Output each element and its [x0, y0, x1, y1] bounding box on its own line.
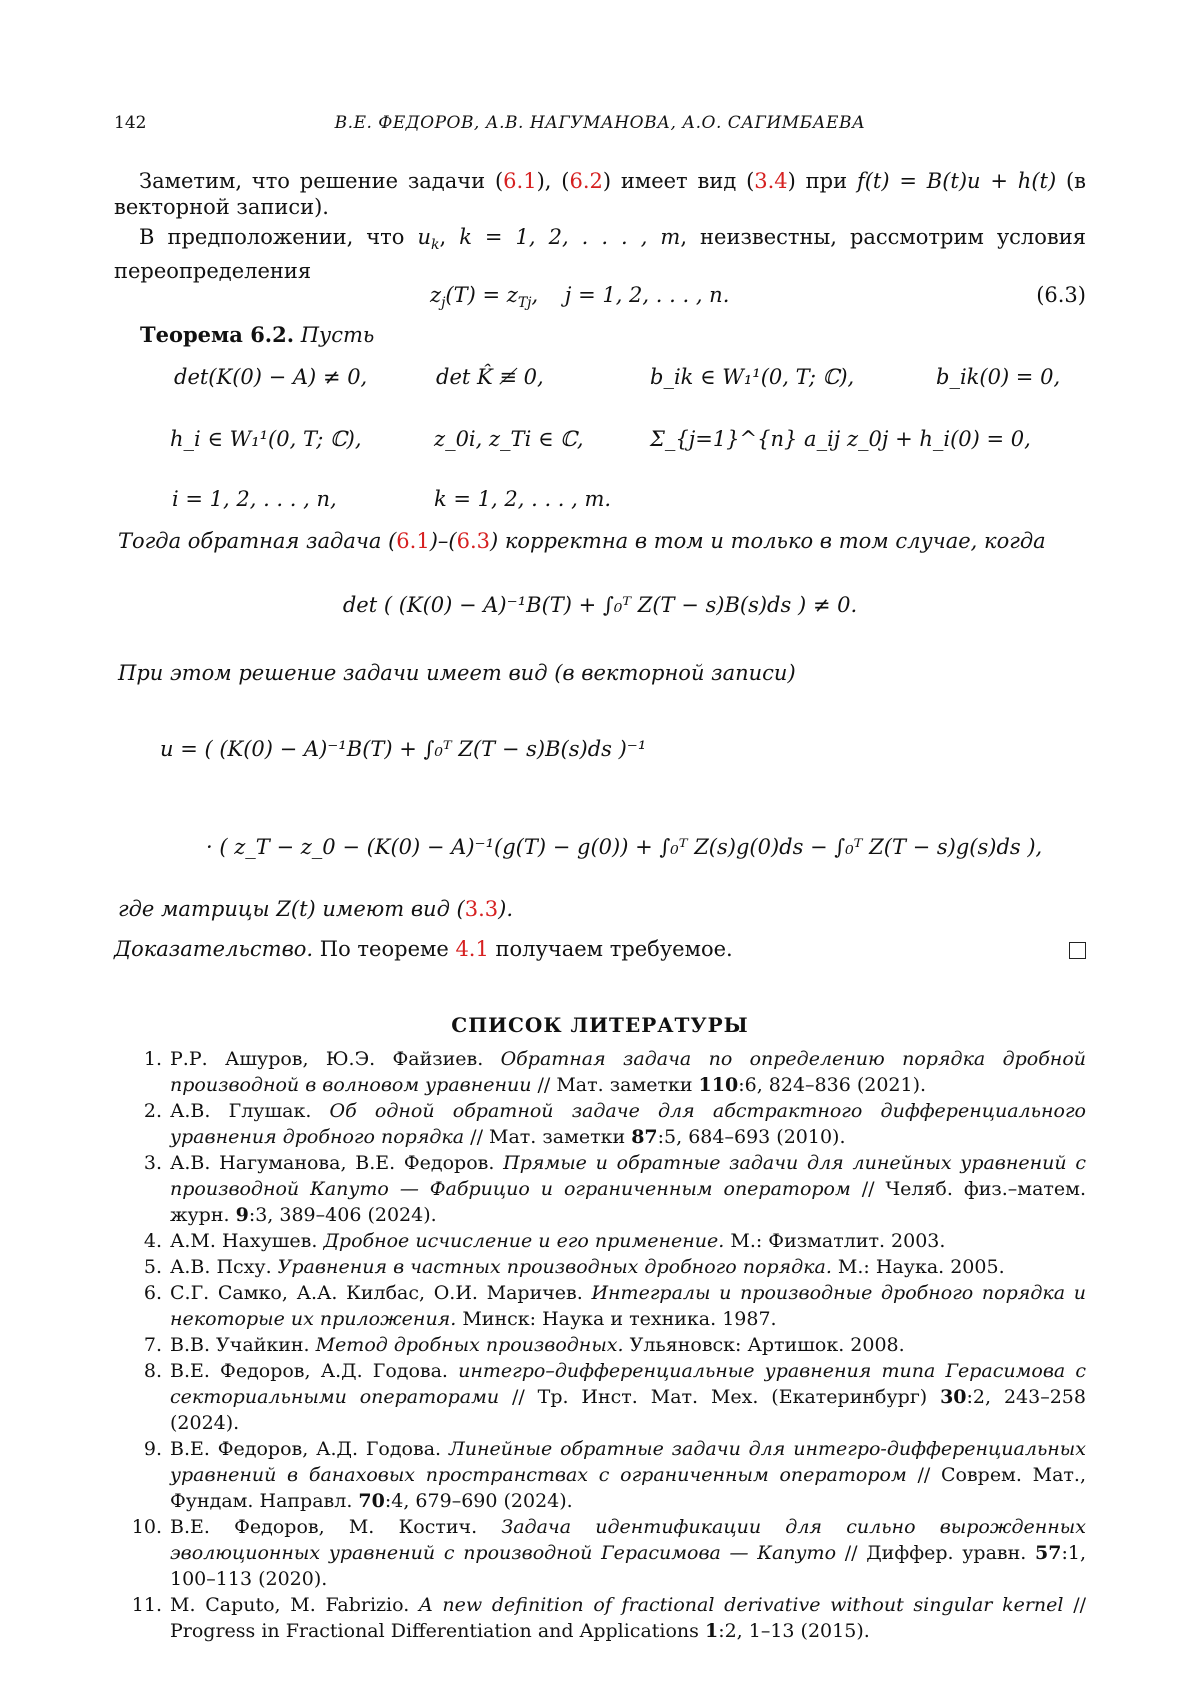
text: Заметим, что решение задачи ( — [139, 169, 504, 193]
cond-det-khat: det K̂ ≢ 0, — [436, 365, 544, 389]
ref-title: Метод дробных производных. — [315, 1334, 624, 1356]
proof-label: Доказательство. — [114, 937, 314, 961]
ref-authors: В.Е. Федоров, А.Д. Годова. — [170, 1360, 459, 1382]
ref-source: М.: Физматлит. 2003. — [724, 1230, 946, 1252]
inline-math: u — [417, 225, 431, 249]
reference-item — [131, 1514, 1086, 1592]
math-text: , j = 1, 2, . . . , n. — [531, 283, 730, 307]
ref-title: Дробное исчисление и его применение. — [323, 1230, 725, 1252]
ref-number: 4. — [143, 1230, 162, 1252]
eq-ref-link[interactable]: 6.1 — [503, 169, 537, 193]
text: ). — [498, 897, 514, 921]
equation-number: (6.3) — [1036, 283, 1086, 307]
theorem-intro: Пусть — [300, 323, 375, 347]
inline-math-sub: k — [431, 237, 440, 254]
ref-number: 2. — [143, 1100, 162, 1122]
eq-ref-link[interactable]: 6.2 — [569, 169, 603, 193]
ref-pages: :2, 1–13 (2015). — [718, 1620, 870, 1642]
math-text: (T) = z — [445, 283, 518, 307]
ref-source: // Соврем. Мат., Фундам. Направл. — [170, 1464, 1086, 1512]
solution-intro: При этом решение задачи имеет вид (в векторной записи) — [118, 661, 796, 685]
ref-title: Линейные обратные задачи для интегро-дифференциальных уравнений в банаховых пространствах с ограниченным оператором — [170, 1438, 1086, 1486]
references-title: СПИСОК ЛИТЕРАТУРЫ — [451, 1013, 749, 1037]
cond-b-sobolev: b_ik ∈ W₁¹(0, T; ℂ), — [650, 365, 855, 389]
ref-volume: 30 — [940, 1386, 967, 1408]
ref-pages: :1, 100–113 (2020). — [170, 1542, 1086, 1590]
reference-item — [143, 1150, 1087, 1228]
ref-source: Минск: Наука и техника. 1987. — [456, 1308, 777, 1330]
ref-number: 9. — [143, 1438, 162, 1460]
text: , неизвестны, рассмотрим условия переопределения — [114, 225, 1086, 284]
ref-authors: M. Caputo, M. Fabrizio. — [170, 1594, 419, 1616]
text: В предположении, что — [139, 225, 418, 249]
text: ) при — [787, 169, 857, 193]
theorem-heading — [140, 322, 374, 348]
inline-math: Z(t) — [276, 897, 316, 921]
ref-source: // Progress in Fractional Differentiation and Applications — [170, 1594, 1086, 1642]
ref-number: 7. — [143, 1334, 162, 1356]
inline-math: k = 1, 2, . . . , m — [459, 225, 681, 249]
ref-title: A new definition of fractional derivative without singular kernel — [419, 1594, 1064, 1616]
ref-source: // Диффер. уравн. — [836, 1542, 1036, 1564]
cond-i-range: i = 1, 2, . . . , n, — [172, 487, 337, 511]
math-z: z — [430, 283, 442, 307]
eq-ref-link[interactable]: 6.3 — [456, 529, 490, 553]
cond-det-nonzero: det(K(0) − A) ≠ 0, — [174, 365, 368, 389]
eq-ref-link[interactable]: 6.1 — [396, 529, 430, 553]
ref-number: 1. — [143, 1048, 162, 1070]
ref-volume: 110 — [698, 1074, 739, 1096]
cond-k-range: k = 1, 2, . . . , m. — [434, 487, 612, 511]
equation-6-3 — [430, 282, 729, 316]
ref-number: 3. — [143, 1152, 162, 1174]
ref-number: 8. — [143, 1360, 162, 1382]
reference-item — [143, 1046, 1086, 1098]
ref-authors: В.Е. Федоров, А.Д. Годова. — [170, 1438, 449, 1460]
ref-number: 11. — [131, 1594, 162, 1616]
ref-authors: А.В. Нагуманова, В.Е. Федоров. — [170, 1152, 504, 1174]
reference-item — [143, 1228, 1086, 1254]
ref-pages: :5, 684–693 (2010). — [657, 1126, 846, 1148]
cond-b-zero: b_ik(0) = 0, — [936, 365, 1061, 389]
text: ), ( — [536, 169, 570, 193]
ref-number: 10. — [131, 1516, 162, 1538]
ref-title: Об одной обратной задаче для абстрактного дифференциального уравнения дробного порядка — [170, 1100, 1086, 1148]
ref-volume: 87 — [631, 1126, 658, 1148]
text: (в векторной записи). — [114, 169, 1086, 219]
math-sub: Tj — [517, 295, 532, 312]
solution-formula-line1: u = ( (K(0) − A)⁻¹B(T) + ∫₀ᵀ Z(T − s)B(s)ds )⁻¹ — [160, 737, 647, 761]
qed-square-icon — [1069, 942, 1086, 959]
ref-title: Прямые и обратные задачи для линейных уравнений с производной Капуто — Фабрицио и ограниченным оператором — [170, 1152, 1087, 1200]
reference-item — [131, 1592, 1086, 1644]
proof — [114, 936, 733, 962]
ref-source: // Челяб. физ.–матем. журн. — [170, 1178, 1086, 1226]
ref-pages: :3, 389–406 (2024). — [248, 1204, 437, 1226]
ref-number: 6. — [143, 1282, 162, 1304]
ref-volume: 1 — [704, 1620, 719, 1642]
cond-z-complex: z_0i, z_Ti ∈ ℂ, — [434, 427, 584, 451]
ref-title: Обратная задача по определению порядка дробной производной в волновом уравнении — [170, 1048, 1086, 1096]
cond-sum: Σ_{j=1}^{n} a_ij z_0j + h_i(0) = 0, — [650, 427, 1031, 451]
ref-authors: А.М. Нахушев. — [170, 1230, 324, 1252]
ref-title: интегро–дифференциальные уравнения типа Герасимова с секториальными операторами — [170, 1360, 1086, 1408]
ref-source: // Мат. заметки — [531, 1074, 699, 1096]
ref-volume: 70 — [358, 1490, 385, 1512]
solution-formula-line2: · ( z_T − z_0 − (K(0) − A)⁻¹(g(T) − g(0)) + ∫₀ᵀ Z(s)g(0)ds − ∫₀ᵀ Z(T − s)g(s)ds ), — [206, 835, 1043, 859]
ref-source: // Мат. заметки — [464, 1126, 632, 1148]
text: где матрицы — [118, 897, 277, 921]
eq-ref-link[interactable]: 3.3 — [464, 897, 499, 921]
reference-item — [143, 1358, 1086, 1436]
ref-source: М.: Наука. 2005. — [831, 1256, 1005, 1278]
ref-title: Интегралы и производные дробного порядка и некоторые их приложения. — [170, 1282, 1086, 1330]
theorem-ref-link[interactable]: 4.1 — [455, 937, 489, 961]
text: )–( — [429, 529, 457, 553]
text: По теореме — [313, 937, 456, 961]
paragraph-remark — [114, 168, 1086, 220]
ref-number: 5. — [143, 1256, 162, 1278]
ref-source: Ульяновск: Артишок. 2008. — [623, 1334, 905, 1356]
ref-volume: 9 — [235, 1204, 249, 1226]
ref-pages: :2, 243–258 (2024). — [170, 1386, 1086, 1434]
page-number: 142 — [114, 113, 147, 133]
ref-source: // Тр. Инст. Мат. Мех. (Екатеринбург) — [499, 1386, 941, 1408]
theorem-then — [118, 528, 1046, 554]
eq-ref-link[interactable]: 3.4 — [754, 169, 788, 193]
theorem-label: Теорема 6.2. — [140, 322, 295, 347]
ref-authors: А.В. Глушак. — [170, 1100, 330, 1122]
ref-title: Задача идентификации для сильно вырожденных эволюционных уравнений с производной Герасимова — Капуто — [170, 1516, 1086, 1564]
ref-authors: Р.Р. Ашуров, Ю.Э. Файзиев. — [170, 1048, 501, 1070]
inline-math: f(t) = B(t)u + h(t) — [856, 169, 1057, 193]
ref-authors: А.В. Псху. — [170, 1256, 278, 1278]
reference-list — [114, 1046, 1086, 1644]
text: имеют вид ( — [315, 897, 465, 921]
reference-item — [143, 1332, 1086, 1358]
ref-authors: В.В. Учайкин. — [170, 1334, 316, 1356]
text: , — [439, 225, 460, 249]
reference-item — [143, 1098, 1086, 1150]
reference-item — [143, 1254, 1086, 1280]
text: получаем требуемое. — [488, 937, 733, 961]
det-condition-formula: det ( (K(0) − A)⁻¹B(T) + ∫₀ᵀ Z(T − s)B(s)ds ) ≠ 0. — [342, 593, 858, 617]
ref-authors: С.Г. Самко, А.А. Килбас, О.И. Маричев. — [170, 1282, 592, 1304]
ref-pages: :6, 824–836 (2021). — [738, 1074, 927, 1096]
theorem-where — [118, 896, 513, 922]
cond-h-sobolev: h_i ∈ W₁¹(0, T; ℂ), — [170, 427, 362, 451]
ref-volume: 57 — [1035, 1542, 1062, 1564]
ref-authors: В.Е. Федоров, М. Костич. — [170, 1516, 502, 1538]
text: Тогда обратная задача ( — [118, 529, 397, 553]
paragraph-assumption — [114, 224, 1086, 284]
reference-item — [143, 1436, 1086, 1514]
ref-pages: :4, 679–690 (2024). — [384, 1490, 573, 1512]
running-header-authors: В.Е. ФЕДОРОВ, А.В. НАГУМАНОВА, А.О. САГИМБАЕВА — [334, 113, 866, 133]
text: ) имеет вид ( — [602, 169, 755, 193]
reference-item — [143, 1280, 1086, 1332]
ref-title: Уравнения в частных производных дробного порядка. — [277, 1256, 832, 1278]
math-sub: j — [441, 295, 446, 312]
text: ) корректна в том и только в том случае, когда — [490, 529, 1046, 553]
